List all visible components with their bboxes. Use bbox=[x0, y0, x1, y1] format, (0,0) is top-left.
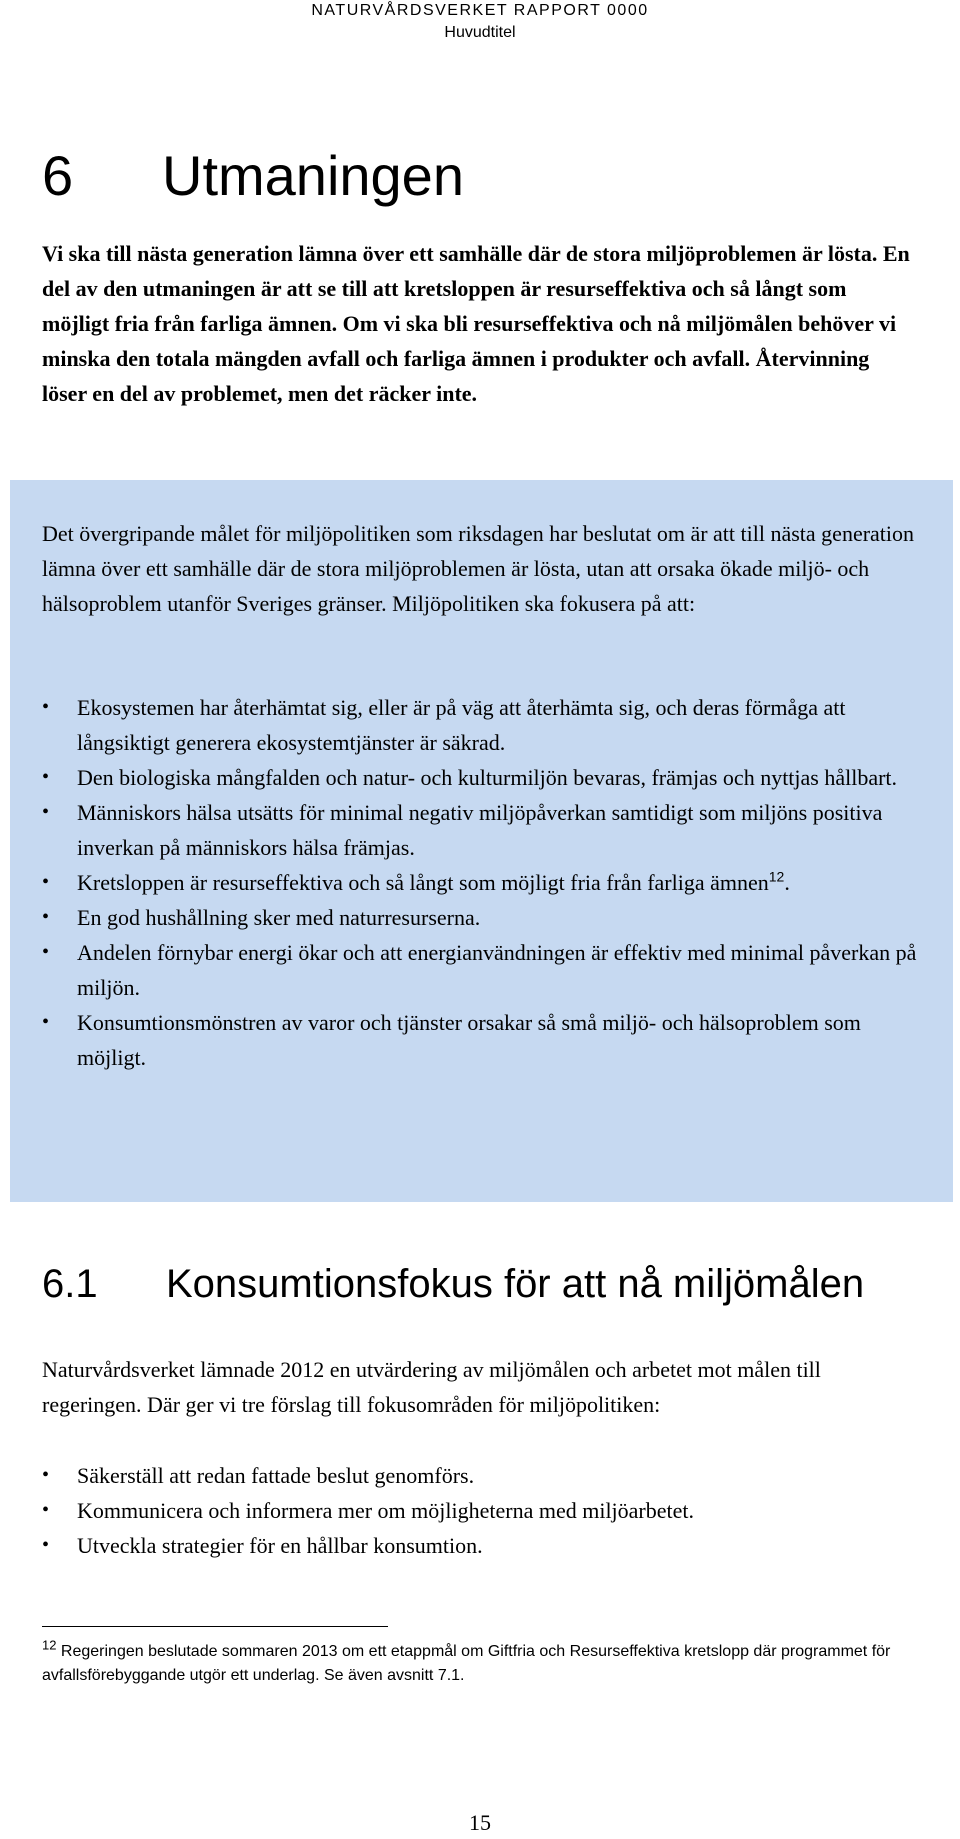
list-item-text: Andelen förnybar energi ökar och att energianvändningen är effektiv med minimal påverkan på miljön. bbox=[77, 940, 917, 1000]
list-item bbox=[42, 1528, 912, 1563]
list-item-text: Utveckla strategier för en hållbar konsumtion. bbox=[77, 1533, 483, 1558]
body-paragraph: Naturvårdsverket lämnade 2012 en utvärdering av miljömålen och arbetet mot målen till regeringen. Där ger vi tre förslag till fokusområden för miljöpolitiken: bbox=[42, 1357, 821, 1417]
footnote-text: Regeringen beslutade sommaren 2013 om ett etappmål om Giftfria och Resurseffektiva kretslopp där programmet för avfallsförebyggande utgör ett underlag. Se även avsnitt 7.1. bbox=[42, 1643, 891, 1684]
page-number: 15 bbox=[469, 1810, 491, 1835]
list-item-text: Konsumtionsmönstren av varor och tjänster orsakar så små miljö- och hälsoproblem som möjligt. bbox=[77, 1010, 861, 1070]
footnote bbox=[42, 1637, 922, 1688]
list-item-suffix: . bbox=[784, 870, 790, 895]
bullet-icon: • bbox=[42, 1499, 50, 1521]
section-heading bbox=[42, 1258, 864, 1310]
section-number: 6.1 bbox=[42, 1262, 98, 1306]
report-name: NATURVÅRDSVERKET RAPPORT 0000 bbox=[311, 2, 649, 19]
list-item-text: Kretsloppen är resurseffektiva och så långt som möjligt fria från farliga ämnen bbox=[77, 870, 769, 895]
report-title: Huvudtitel bbox=[444, 24, 516, 41]
list-item-text: Människors hälsa utsätts för minimal negativ miljöpåverkan samtidigt som miljöns positiva inverkan på människors hälsa främjas. bbox=[77, 800, 883, 860]
list-item-text: Kommunicera och informera mer om möjligheterna med miljöarbetet. bbox=[77, 1498, 695, 1523]
list-item-text: En god hushållning sker med naturresurserna. bbox=[77, 905, 481, 930]
section-title: Konsumtionsfokus för att nå miljömålen bbox=[166, 1262, 865, 1306]
list-item bbox=[42, 935, 922, 1005]
list-item-text: Ekosystemen har återhämtat sig, eller är på väg att återhämta sig, och deras förmåga att långsiktigt generera ekosystemtjänster är säkrad. bbox=[77, 695, 846, 755]
footnote-divider bbox=[42, 1626, 388, 1627]
list-item-text: Säkerställ att redan fattade beslut genomförs. bbox=[77, 1463, 475, 1488]
bullet-icon: • bbox=[42, 766, 50, 788]
goals-intro: Det övergripande målet för miljöpolitiken som riksdagen har beslutat om är att till nästa generation lämna över ett samhälle där de stora miljöproblemen är lösta, utan att orsaka ökade miljö- och hälsoproblem utanför Sveriges gränser. Miljöpolitiken ska fokusera på att: bbox=[42, 521, 915, 616]
bullet-icon: • bbox=[42, 1534, 50, 1556]
goals-list bbox=[42, 690, 922, 1075]
list-item bbox=[42, 1493, 912, 1528]
bullet-icon: • bbox=[42, 696, 50, 718]
bullet-icon: • bbox=[42, 871, 50, 893]
chapter-title: Utmaningen bbox=[162, 144, 464, 207]
list-item bbox=[42, 865, 922, 900]
bullet-icon: • bbox=[42, 1464, 50, 1486]
list-item bbox=[42, 690, 922, 760]
bullet-icon: • bbox=[42, 1011, 50, 1033]
running-header bbox=[0, 0, 960, 44]
bullet-icon: • bbox=[42, 941, 50, 963]
list-item bbox=[42, 795, 922, 865]
footnote-mark: 12 bbox=[42, 1637, 57, 1653]
bullet-icon: • bbox=[42, 906, 50, 928]
chapter-number: 6 bbox=[42, 144, 74, 207]
list-item bbox=[42, 900, 922, 935]
list-item bbox=[42, 1005, 922, 1075]
goals-box bbox=[10, 480, 953, 1202]
proposals-list bbox=[42, 1458, 912, 1563]
list-item bbox=[42, 1458, 912, 1493]
list-item-text: Den biologiska mångfalden och natur- och kulturmiljön bevaras, främjas och nyttjas hållbart. bbox=[77, 765, 898, 790]
lead-paragraph: Vi ska till nästa generation lämna över ett samhälle där de stora miljöproblemen är lösta. En del av den utmaningen är att se till att kretsloppen är resurseffektiva och så långt som möjligt fria från farliga ämnen. Om vi ska bli resurseffektiva och nå miljömålen behöver vi minska den totala mängden avfall och farliga ämnen i produkter och avfall. Återvinning löser en del av problemet, men det räcker inte. bbox=[42, 241, 910, 406]
chapter-heading bbox=[42, 142, 464, 210]
list-item bbox=[42, 760, 922, 795]
footnote-reference[interactable]: 12 bbox=[768, 868, 785, 885]
bullet-icon: • bbox=[42, 801, 50, 823]
